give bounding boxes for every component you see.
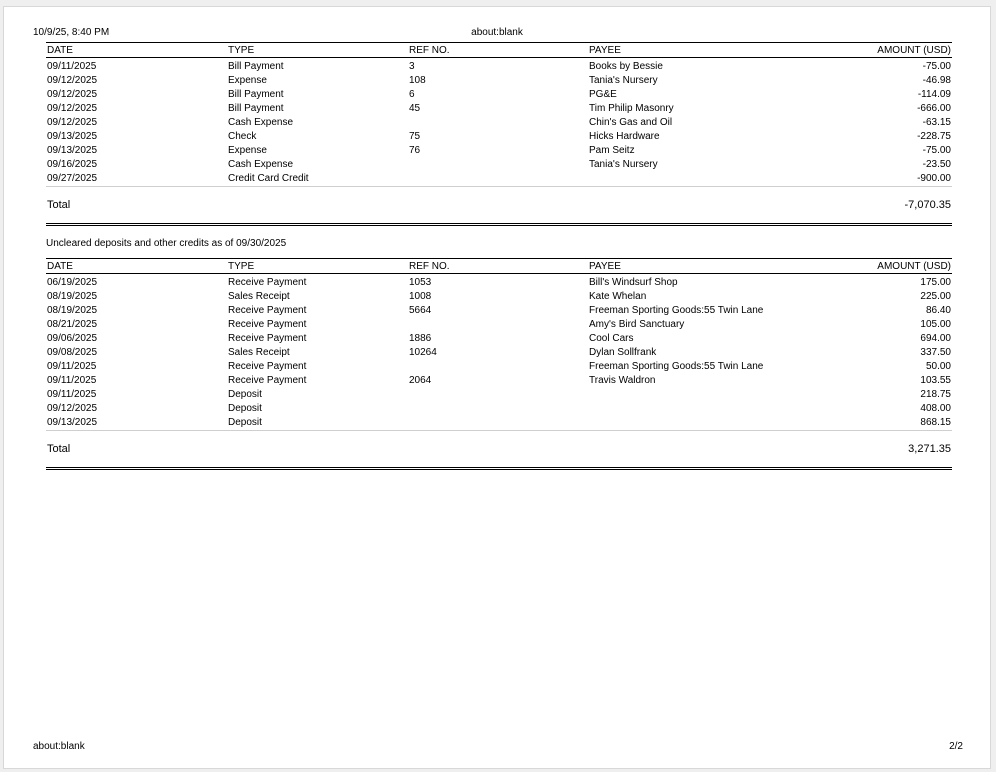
table-row <box>46 74 952 88</box>
cell-date: 09/12/2025 <box>47 403 98 414</box>
cell-payee: Freeman Sporting Goods:55 Twin Lane <box>589 305 764 316</box>
cell-payee: Cool Cars <box>589 333 634 344</box>
total-label: Total <box>47 443 71 455</box>
cell-date: 09/06/2025 <box>47 333 98 344</box>
cell-type: Receive Payment <box>228 305 307 316</box>
cell-amount: -46.98 <box>922 75 951 86</box>
cell-type: Receive Payment <box>228 319 307 330</box>
deposits-total-row <box>46 431 952 470</box>
cell-payee: Kate Whelan <box>589 291 647 302</box>
cell-amount: -114.09 <box>917 89 951 100</box>
cell-date: 09/12/2025 <box>47 103 98 114</box>
cell-amount: 868.15 <box>788 416 952 431</box>
table-row <box>46 318 952 332</box>
cell-type: Receive Payment <box>228 375 307 386</box>
cell-type: Expense <box>228 145 267 156</box>
page-number: 2/2 <box>949 741 963 752</box>
cell-ref <box>408 402 588 416</box>
deposits-rows <box>46 274 952 431</box>
cell-date: 09/12/2025 <box>47 75 98 86</box>
payments-section <box>46 42 952 226</box>
table-row <box>46 58 952 75</box>
cell-ref: 6 <box>409 89 415 100</box>
cell-ref <box>408 360 588 374</box>
cell-date: 09/27/2025 <box>46 172 227 187</box>
cell-payee: Freeman Sporting Goods:55 Twin Lane <box>589 361 764 372</box>
cell-ref <box>408 172 588 187</box>
column-header-payee: PAYEE <box>588 43 788 58</box>
cell-payee: Tania's Nursery <box>589 159 658 170</box>
cell-date: 09/13/2025 <box>47 145 98 156</box>
cell-payee: Travis Waldron <box>589 375 656 386</box>
cell-date: 09/13/2025 <box>46 416 227 431</box>
cell-payee <box>588 172 788 187</box>
cell-date: 09/11/2025 <box>47 361 97 372</box>
table-row <box>46 116 952 130</box>
cell-payee <box>588 402 788 416</box>
print-header-url: about:blank <box>471 27 523 38</box>
cell-type: Cash Expense <box>228 117 294 128</box>
cell-ref <box>408 388 588 402</box>
cell-ref: 45 <box>409 103 421 114</box>
table-row <box>46 172 952 187</box>
payments-total-row <box>46 187 952 226</box>
cell-type: Deposit <box>228 403 262 414</box>
cell-amount: 86.40 <box>925 305 951 316</box>
column-header-amount: AMOUNT (USD) <box>788 259 952 274</box>
cell-amount: 337.50 <box>920 347 951 358</box>
cell-type: Receive Payment <box>228 333 307 344</box>
cell-amount: -666.00 <box>917 103 951 114</box>
cell-type: Bill Payment <box>228 89 284 100</box>
cell-ref: 1008 <box>409 291 432 302</box>
table-row <box>46 402 952 416</box>
cell-date: 09/12/2025 <box>47 117 98 128</box>
cell-ref: 76 <box>409 145 421 156</box>
cell-date: 09/11/2025 <box>47 61 97 72</box>
table-header-row <box>46 43 952 58</box>
cell-payee: Pam Seitz <box>589 145 635 156</box>
column-header-ref: REF NO. <box>408 43 588 58</box>
table-row <box>46 360 952 374</box>
deposits-section <box>46 236 952 470</box>
cell-ref: 108 <box>409 75 426 86</box>
cell-amount: -75.00 <box>922 61 951 72</box>
column-header-type: TYPE <box>227 259 408 274</box>
cell-type: Sales Receipt <box>228 291 290 302</box>
cell-amount: 225.00 <box>920 291 951 302</box>
table-row <box>46 130 952 144</box>
deposits-table <box>46 258 952 431</box>
cell-amount: -228.75 <box>917 131 951 142</box>
cell-date: 08/19/2025 <box>47 291 98 302</box>
cell-amount: 408.00 <box>920 403 951 414</box>
payments-rows <box>46 58 952 187</box>
cell-ref <box>408 416 588 431</box>
column-header-payee: PAYEE <box>588 259 788 274</box>
table-row <box>46 290 952 304</box>
total-label: Total <box>47 199 71 211</box>
cell-type: Receive Payment <box>228 277 307 288</box>
cell-amount: -63.15 <box>922 117 951 128</box>
cell-amount: 50.00 <box>925 361 951 372</box>
cell-payee: Tim Philip Masonry <box>589 103 674 114</box>
cell-date: 09/16/2025 <box>47 159 98 170</box>
table-header-row <box>46 259 952 274</box>
cell-amount: 103.55 <box>920 375 951 386</box>
cell-payee: PG&E <box>589 89 617 100</box>
total-value: 3,271.35 <box>908 443 951 455</box>
table-row <box>46 304 952 318</box>
cell-amount: -75.00 <box>922 145 951 156</box>
cell-date: 08/21/2025 <box>47 319 98 330</box>
cell-amount: -23.50 <box>922 159 951 170</box>
cell-ref: 75 <box>409 131 421 142</box>
cell-date: 09/13/2025 <box>47 131 98 142</box>
print-timestamp: 10/9/25, 8:40 PM <box>33 27 110 38</box>
cell-payee: Tania's Nursery <box>589 75 658 86</box>
cell-payee: Hicks Hardware <box>589 131 660 142</box>
cell-type: Receive Payment <box>228 361 307 372</box>
table-row <box>46 88 952 102</box>
cell-type: Cash Expense <box>228 159 294 170</box>
cell-payee: Books by Bessie <box>589 61 663 72</box>
cell-date: 09/11/2025 <box>47 389 97 400</box>
cell-date: 09/12/2025 <box>47 89 98 100</box>
cell-ref: 5664 <box>409 305 432 316</box>
table-row <box>46 102 952 116</box>
table-row <box>46 346 952 360</box>
table-row <box>46 158 952 172</box>
cell-payee: Bill's Windsurf Shop <box>589 277 678 288</box>
cell-amount: 175.00 <box>920 277 951 288</box>
cell-amount: -900.00 <box>788 172 952 187</box>
column-header-ref: REF NO. <box>408 259 588 274</box>
cell-amount: 218.75 <box>920 389 951 400</box>
cell-type: Bill Payment <box>228 103 284 114</box>
cell-ref: 1886 <box>409 333 432 344</box>
cell-ref: 10264 <box>409 347 437 358</box>
print-footer-url: about:blank <box>33 741 85 752</box>
table-row <box>46 388 952 402</box>
cell-type: Deposit <box>228 389 262 400</box>
cell-date: 08/19/2025 <box>47 305 98 316</box>
table-row <box>46 416 952 431</box>
cell-type: Expense <box>228 75 267 86</box>
cell-date: 06/19/2025 <box>47 277 98 288</box>
cell-payee: Chin's Gas and Oil <box>589 117 673 128</box>
cell-type: Deposit <box>227 416 408 431</box>
cell-ref <box>408 158 588 172</box>
cell-date: 09/11/2025 <box>47 375 97 386</box>
cell-payee <box>588 388 788 402</box>
column-header-amount: AMOUNT (USD) <box>788 43 952 58</box>
table-row <box>46 144 952 158</box>
cell-payee <box>588 416 788 431</box>
cell-payee: Amy's Bird Sanctuary <box>589 319 685 330</box>
table-row <box>46 374 952 388</box>
cell-date: 09/08/2025 <box>47 347 98 358</box>
cell-ref <box>408 318 588 332</box>
cell-type: Check <box>228 131 257 142</box>
column-header-date: DATE <box>46 259 227 274</box>
column-header-date: DATE <box>46 43 227 58</box>
cell-ref: 3 <box>409 61 415 72</box>
print-page <box>3 6 991 769</box>
table-row <box>46 274 952 291</box>
cell-type: Bill Payment <box>228 61 284 72</box>
cell-amount: 694.00 <box>920 333 951 344</box>
payments-table <box>46 42 952 187</box>
cell-type: Credit Card Credit <box>227 172 408 187</box>
cell-amount: 105.00 <box>920 319 951 330</box>
column-header-type: TYPE <box>227 43 408 58</box>
total-value: -7,070.35 <box>904 199 951 211</box>
cell-ref: 2064 <box>409 375 432 386</box>
cell-ref: 1053 <box>409 277 432 288</box>
table-row <box>46 332 952 346</box>
cell-ref <box>408 116 588 130</box>
deposits-caption: Uncleared deposits and other credits as of 09/30/2025 <box>46 238 287 249</box>
cell-payee: Dylan Sollfrank <box>589 347 657 358</box>
cell-type: Sales Receipt <box>228 347 290 358</box>
